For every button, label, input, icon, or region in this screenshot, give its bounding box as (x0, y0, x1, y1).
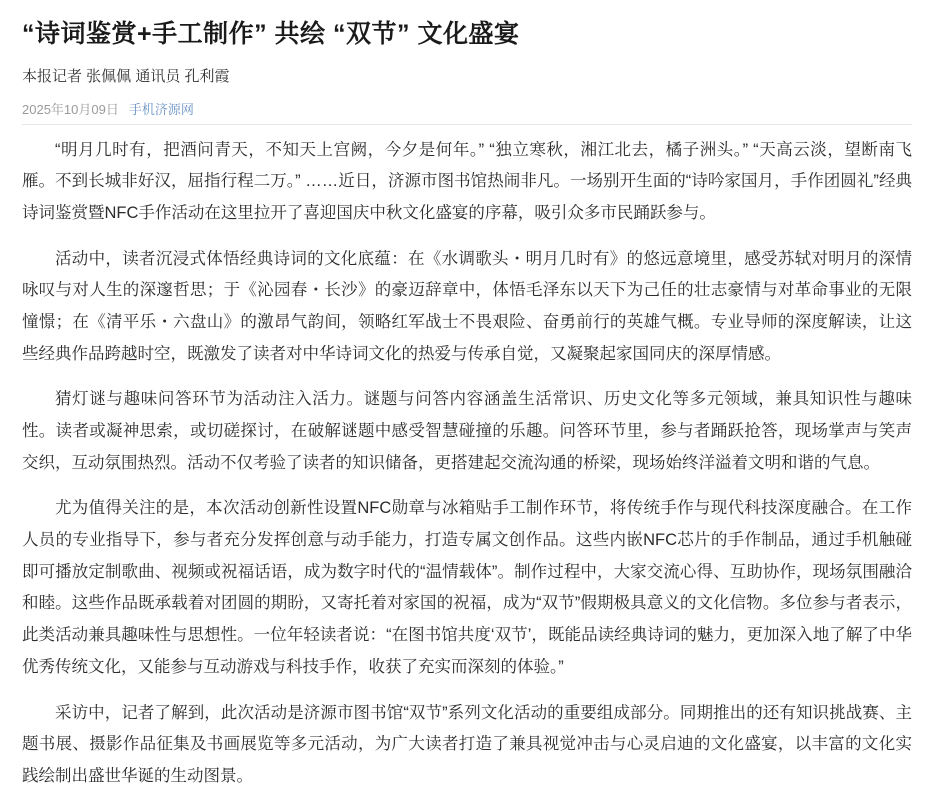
publish-date: 2025年10月09日 (22, 101, 119, 117)
article-meta (22, 99, 912, 118)
paragraph: 采访中，记者了解到，此次活动是济源市图书馆“双节”系列文化活动的重要组成部分。同期推出的还有知识挑战赛、主题书展、摄影作品征集及书画展览等多元活动，为广大读者打造了兼具视觉冲击与心灵启迪的文化盛宴，以丰富的文化实践绘制出盛世华诞的生动图景。 (22, 703, 912, 785)
paragraph: “明月几时有，把酒问青天，不知天上宫阙，今夕是何年。” “独立寒秋，湘江北去，橘子洲头。” “天高云淡，望断南飞雁。不到长城非好汉，屈指行程二万。” ……近日，济源市图书馆热闹非凡。一场别开生面的“诗吟家国月，手作团圆礼”经典诗词鉴赏暨NFC手作活动在这里拉开了喜迎国庆中秋文化盛宴的序幕，吸引众多市民踊跃参与。 (22, 140, 912, 223)
article-body (22, 135, 912, 793)
paragraph: 猜灯谜与趣味问答环节为活动注入活力。谜题与问答内容涵盖生活常识、历史文化等多元领域，兼具知识性与趣味性。读者或凝神思索，或切磋探讨，在破解谜题中感受智慧碰撞的乐趣。问答环节里，参与者踊跃抢答，现场掌声与笑声交织，互动氛围热烈。活动不仅考验了读者的知识储备，更搭建起交流沟通的桥梁，现场始终洋溢着文明和谐的气息。 (22, 390, 912, 472)
paragraph: 活动中，读者沉浸式体悟经典诗词的文化底蕴：在《水调歌头・明月几时有》的悠远意境里，感受苏轼对明月的深情咏叹与对人生的深邃哲思；于《沁园春・长沙》的豪迈辞章中，体悟毛泽东以天下为己任的壮志豪情与对革命事业的无限憧憬；在《清平乐・六盘山》的激昂气韵间，领略红军战士不畏艰险、奋勇前行的英雄气概。专业导师的深度解读，让这些经典作品跨越时空，既激发了读者对中华诗词文化的热爱与传承自觉，又凝聚起家国同庆的深厚情感。 (22, 249, 912, 363)
byline: 本报记者 张佩佩 通讯员 孔利霞 (22, 67, 230, 85)
paragraph: 尤为值得关注的是，本次活动创新性设置NFC勋章与冰箱贴手工制作环节，将传统手作与现代科技深度融合。在工作人员的专业指导下，参与者充分发挥创意与动手能力，打造专属文创作品。这些内嵌NFC芯片的手作制品，通过手机触碰即可播放定制歌曲、视频或祝福话语，成为数字时代的“温情载体”。制作过程中，大家交流心得、互助协作，现场氛围融洽和睦。这些作品既承载着对团圆的期盼，又寄托着对家国的祝福，成为“双节”假期极具意义的文化信物。多位参与者表示，此类活动兼具趣味性与思想性。一位年轻读者说：“在图书馆共度‘双节’，既能品读经典诗词的魅力，更加深入地了解了中华优秀传统文化，又能参与互动游戏与科技手作，收获了充实而深刻的体验。” (22, 499, 912, 676)
header-divider (22, 124, 912, 125)
source-link[interactable]: 手机济源网 (128, 101, 194, 117)
page-title: “诗词鉴赏+手工制作” 共绘 “双节” 文化盛宴 (22, 20, 520, 48)
